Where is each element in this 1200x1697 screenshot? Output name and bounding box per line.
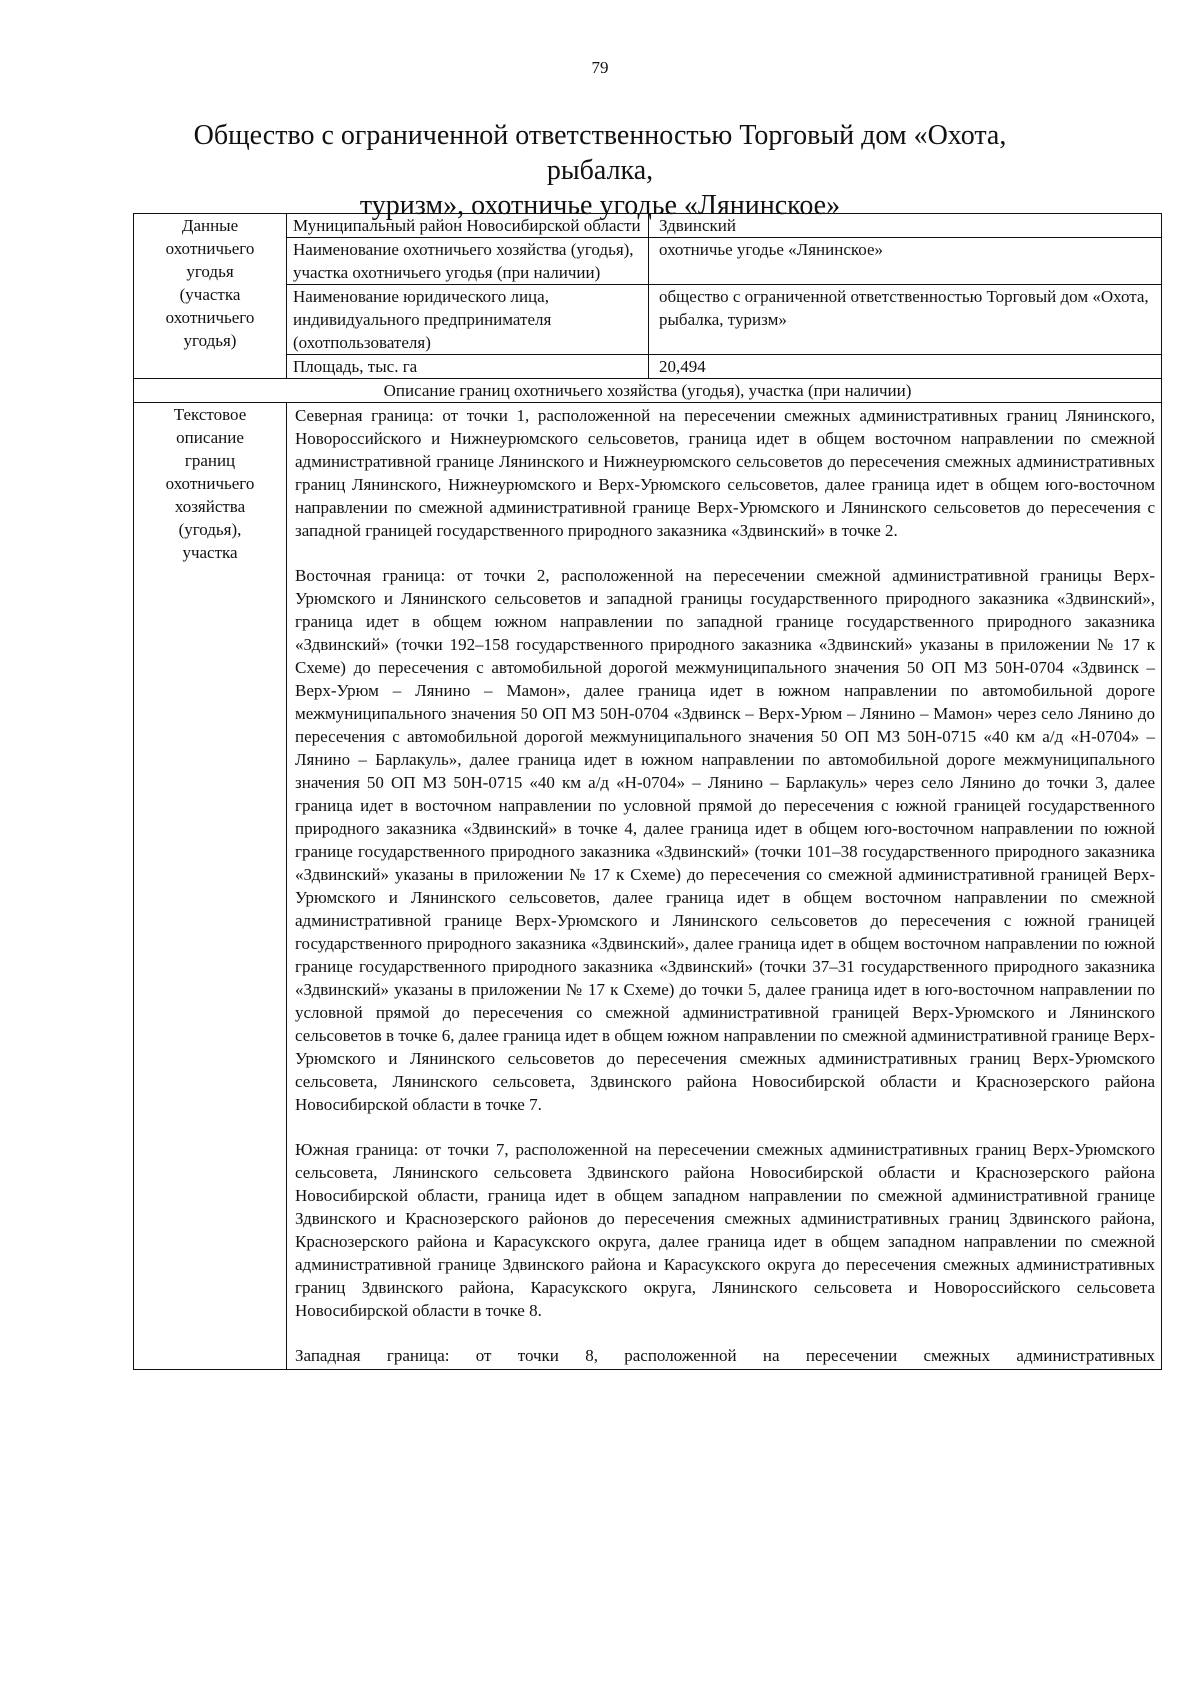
data-label-line: охотничьего: [165, 308, 255, 327]
text-label-line: участка: [182, 543, 238, 562]
area-label: Площадь, тыс. га: [287, 355, 649, 379]
text-label-line: Текстовое: [173, 405, 247, 424]
municipal-district-value: Здвинский: [649, 214, 1162, 238]
page-number: 79: [591, 58, 609, 77]
data-label-line: охотничьего: [165, 239, 255, 258]
text-label-line: границ: [184, 451, 236, 470]
north-boundary-paragraph: Северная граница: от точки 1, расположенной на пересечении смежных административных границ Лянинского, Новороссийского и Нижнеурюмского сельсоветов, граница идет в общем восточном направлении по смежной административной границе Лянинского и Нижнеурюмского сельсоветов до пересечения смежных административных границ Лянинского, Нижнеурюмского и Верх-Урюмского сельсоветов, далее граница идет в общем юго-восточном направлении по смежной административной границе Верх-Урюмского и Лянинского сельсоветов до пересечения с западной границей государственного природного заказника «Здвинский» в точке 2.: [295, 406, 1155, 540]
text-description-label: [134, 403, 287, 1370]
area-value: 20,494: [649, 355, 1162, 379]
legal-entity-label: Наименование юридического лица, индивидуального предпринимателя (охотпользователя): [287, 285, 649, 355]
south-boundary-paragraph: Южная граница: от точки 7, расположенной на пересечении смежных административных границ Верх-Урюмского сельсовета, Лянинского сельсовета Здвинского района Новосибирской области и Краснозерского района Новосибирской области, граница идет в общем западном направлении по смежной административной границе Здвинского и Краснозерского районов до пересечения смежных административных границ Здвинского района, Краснозерского района и Карасукского округа, далее граница идет в общем западном направлении по смежной административной границе Здвинского района и Карасукского округа до пересечения смежных административных границ Здвинского района, Карасукского округа, Лянинского сельсовета и Новороссийского сельсовета Новосибирской области в точке 8.: [295, 1140, 1155, 1320]
data-label-line: угодья: [186, 262, 234, 281]
document-title-line-1: Общество с ограниченной ответственностью Торговый дом «Охота, рыбалка,: [193, 120, 1007, 186]
legal-entity-value: общество с ограниченной ответственностью Торговый дом «Охота, рыбалка, туризм»: [649, 285, 1162, 355]
data-label-line: (участка: [179, 285, 241, 304]
east-boundary-paragraph: Восточная граница: от точки 2, расположенной на пересечении смежной административной границы Верх-Урюмского и Лянинского сельсоветов и западной границы государственного природного заказника «Здвинский», граница идет в общем южном направлении по западной границе государственного природного заказника «Здвинский» (точки 192–158 государственного природного заказника «Здвинский» указаны в приложении № 17 к Схеме) до пересечения с автомобильной дорогой межмуниципального значения 50 ОП МЗ 50Н-0704 «Здвинск – Верх-Урюм – Лянино – Мамон», далее граница идет в южном направлении по автомобильной дороге межмуниципального значения 50 ОП МЗ 50Н-0704 «Здвинск – Верх-Урюм – Лянино – Мамон» через село Лянино до пересечения с автомобильной дорогой межмуниципального значения 50 ОП МЗ 50Н-0715 «40 км а/д «Н-0704» – Лянино – Барлакуль», далее граница идет в южном направлении по автомобильной дороге межмуниципального значения 50 ОП МЗ 50Н-0715 «40 км а/д «Н-0704» – Лянино – Барлакуль» через село Лянино до точки 3, далее граница идет в восточном направлении по условной прямой до пересечения с южной границей государственного природного заказника «Здвинский» в точке 4, далее граница идет в общем юго-восточном направлении по южной границе государственного природного заказника «Здвинский» (точки 101–38 государственного природного заказника «Здвинский» указаны в приложении № 17 к Схеме) до пересечения со смежной административной границей Верх-Урюмского и Лянинского сельсоветов, далее граница идет в общем восточном направлении по смежной административной границе Верх-Урюмского и Лянинского сельсоветов до пересечения с южной границей государственного природного заказника «Здвинский», далее граница идет в общем восточном направлении по южной границе государственного природного заказника «Здвинский» (точки 37–31 государственного природного заказника «Здвинский» указаны в приложении № 17 к Схеме) до точки 5, далее граница идет в юго-восточном направлении по условной прямой до пересечения со смежной административной границей Верх-Урюмского и Лянинского сельсоветов в точке 6, далее граница идет в общем южном направлении по смежной административной границе Верх-Урюмского и Лянинского сельсоветов до пересечения смежных административных границ Верх-Урюмского сельсовета, Лянинского сельсовета, Здвинского района Новосибирской области и Краснозерского района Новосибирской области в точке 7.: [295, 566, 1155, 1114]
municipal-district-label: Муниципальный район Новосибирской области: [287, 214, 649, 238]
document-title-line-2: туризм», охотничье угодье «Лянинское»: [359, 190, 841, 221]
text-label-line: (угодья),: [178, 520, 242, 539]
west-boundary-paragraph: Западная граница: от точки 8, расположенной на пересечении смежных административных: [295, 1346, 1155, 1365]
text-label-line: охотничьего: [165, 474, 255, 493]
boundary-description: [287, 403, 1162, 1370]
document-title: [150, 118, 1050, 223]
text-label-line: хозяйства: [174, 497, 246, 516]
data-label-line: Данные: [181, 216, 239, 235]
text-label-line: описание: [176, 428, 244, 447]
hunting-farm-name-value: охотничье угодье «Лянинское»: [649, 238, 1162, 285]
hunting-ground-table: [133, 213, 1162, 1370]
data-label-line: угодья): [183, 331, 237, 350]
hunting-ground-data-label: [134, 214, 287, 379]
boundaries-section-header: Описание границ охотничьего хозяйства (угодья), участка (при наличии): [134, 379, 1162, 403]
hunting-farm-name-label: Наименование охотничьего хозяйства (угодья), участка охотничьего угодья (при наличии): [287, 238, 649, 285]
